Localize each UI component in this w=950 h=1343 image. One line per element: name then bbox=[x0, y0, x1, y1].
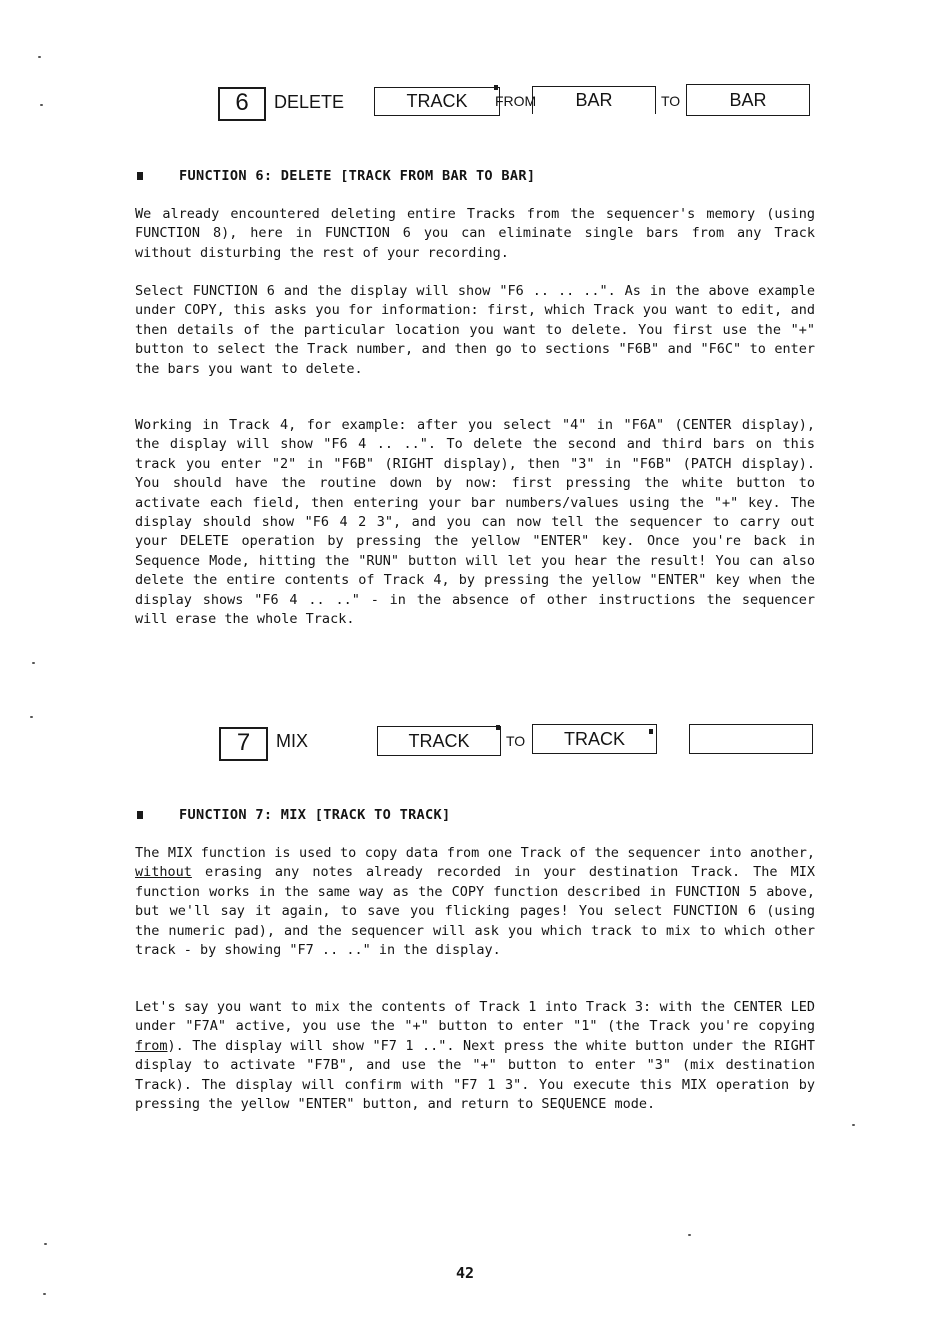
heading-text: FUNCTION 6: DELETE [TRACK FROM BAR TO BAR] bbox=[179, 168, 536, 184]
from-connector-label: FROM bbox=[495, 93, 537, 109]
field-marker bbox=[496, 725, 500, 730]
heading-bullet bbox=[137, 172, 143, 180]
heading-bullet bbox=[137, 811, 143, 819]
paragraph-text: ). The display will show "F7 1 ..". Next press the white button under the RIGHT display to activate "F7B", and use the "+" button to enter "3" (mix destination Track). The display will confirm with "F7 1 3". You execute this MIX operation by pressing the yellow "ENTER" button, and return to SEQUENCE mode. bbox=[135, 1037, 815, 1113]
function-number-box: 7 bbox=[219, 727, 268, 761]
function-7-paragraph-1 bbox=[135, 844, 815, 960]
underlined-word: from bbox=[135, 1037, 168, 1054]
field-marker bbox=[494, 85, 498, 90]
function-name-label: DELETE bbox=[274, 92, 345, 112]
function-name-label: MIX bbox=[276, 731, 309, 751]
paragraph-text: The MIX function is used to copy data from one Track of the sequencer into another, bbox=[135, 845, 815, 861]
to-connector-label: TO bbox=[506, 733, 526, 749]
function-6-heading bbox=[137, 168, 535, 184]
destination-track-field-box: TRACK bbox=[532, 724, 657, 754]
paragraph-text: erasing any notes already recorded in your destination Track. The MIX function works in the same way as the COPY function described in FUNCTION 5 above, but we'll say it again, to save you flicking pages! You select FUNCTION 6 (using the numeric pad), and the sequencer will ask you which track to mix to which other track - by showing "F7 .. .." in the display. bbox=[135, 864, 815, 959]
function-7-paragraph-2 bbox=[135, 998, 815, 1114]
function-6-paragraph-2: Select FUNCTION 6 and the display will show "F6 .. .. ..". As in the above example under COPY, this asks you for information: first, which Track you want to edit, and then details of the particular location you want to delete. You first use the "+" button to select the Track number, and then go to sections "F6B" and "F6C" to enter the bars you want to delete. bbox=[135, 283, 815, 377]
scan-speck bbox=[852, 1124, 855, 1126]
scan-speck bbox=[32, 662, 35, 664]
from-bar-field-box: BAR bbox=[532, 86, 656, 114]
scan-speck bbox=[38, 56, 41, 58]
field-marker bbox=[649, 729, 653, 734]
page-number: 42 bbox=[456, 1264, 475, 1282]
track-field-box: TRACK bbox=[374, 87, 500, 116]
scan-speck bbox=[43, 1293, 46, 1295]
to-bar-field-box: BAR bbox=[686, 84, 810, 116]
scan-speck bbox=[688, 1234, 691, 1236]
source-track-field-box: TRACK bbox=[377, 726, 501, 756]
function-7-heading bbox=[137, 807, 451, 823]
scan-speck bbox=[30, 716, 33, 718]
scan-speck bbox=[40, 104, 43, 106]
function-6-paragraph-3: Working in Track 4, for example: after you select "4" in "F6A" (CENTER display), the display will show "F6 4 .. ..". To delete the second and third bars on this track you enter "2" in "F6B" (RIGHT display), then "3" in "F6B" (PATCH display). You should have the routine down by now: first pressing the white button to activate each field, then entering your bar numbers/values using the "+" key. The display should show "F6 4 2 3", and you can now tell the sequencer to carry out your DELETE operation by pressing the yellow "ENTER" key. Once you're back in Sequence Mode, hitting the "RUN" button will let you hear the result! You can also delete the entire contents of Track 4, by pressing the yellow "ENTER" key when the display shows "F6 4 .. .." - in the absence of other instructions the sequencer will erase the whole Track. bbox=[135, 417, 815, 628]
scan-speck bbox=[44, 1243, 47, 1245]
paragraph-text: Let's say you want to mix the contents of Track 1 into Track 3: with the CENTER LED under "F7A" active, you use the "+" button to enter "1" (the Track you're copying bbox=[135, 999, 815, 1035]
underlined-word: without bbox=[135, 864, 192, 881]
empty-field-box bbox=[689, 724, 813, 754]
function-6-paragraph-1: We already encountered deleting entire Tracks from the sequencer's memory (using FUNCTION 8), here in FUNCTION 6 you can eliminate single bars from any Track without disturbing the rest of your recording. bbox=[135, 206, 815, 261]
to-connector-label: TO bbox=[661, 93, 681, 109]
heading-text: FUNCTION 7: MIX [TRACK TO TRACK] bbox=[179, 807, 451, 823]
function-number-box: 6 bbox=[218, 87, 266, 121]
